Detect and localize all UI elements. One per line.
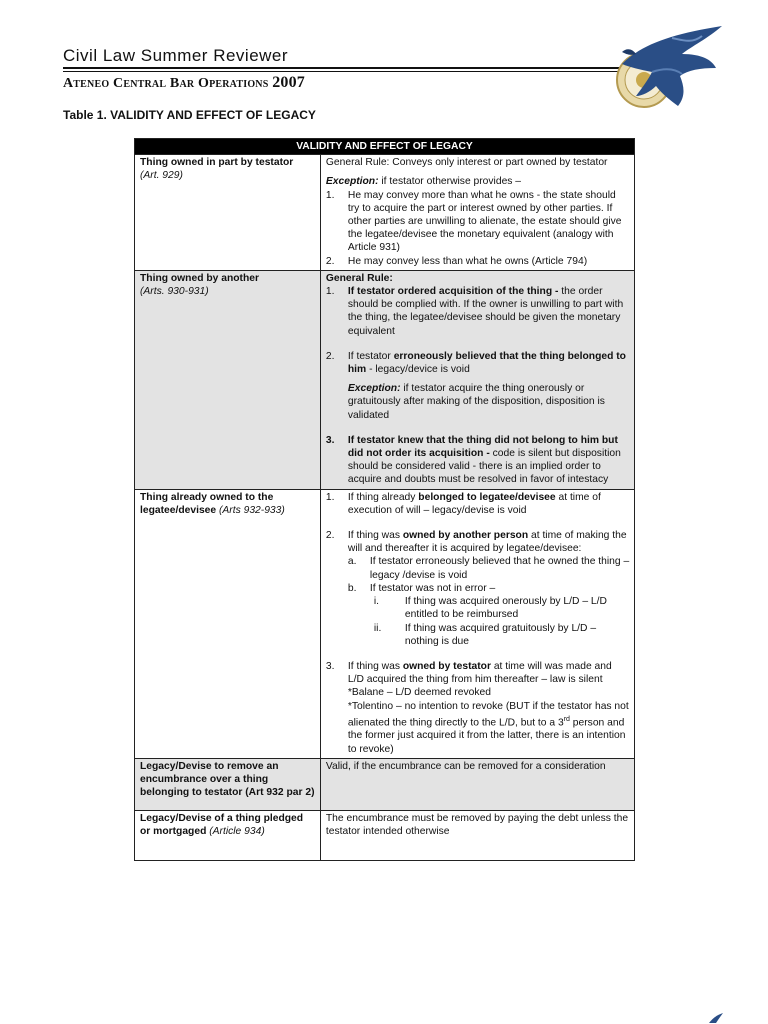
list-item: 2. If thing was owned by another person at time of making the will and thereafter it is acquired by legatee/devisee: — [325, 530, 627, 555]
row-label-cell — [135, 758, 321, 810]
row-label-cell — [135, 155, 321, 271]
list-item: 2. If testator erroneously believed that the thing belonged to him - legacy/device is void — [325, 350, 626, 376]
sub-list-item: a. If testator erroneously believed that he owned the thing – legacy /devise is void — [347, 556, 630, 581]
tolentino-note: *Tolentino – no intention to revoke (BUT if the testator has not alienated the thing directly to the L/D, but to a 3rd person and the former just acquired it from the latter, there is an intention to revoke) — [347, 700, 629, 755]
list-item: 1. If thing already belonged to legatee/devisee at time of execution of will – legacy/devise is void — [325, 491, 601, 516]
table-caption: Table 1. VALIDITY AND EFFECT OF LEGACY — [63, 108, 316, 122]
list-item: 1. He may convey more than what he owns - the state should try to acquire the part or interest owned by other parties. If other parties are unwilling to alienate, the estate should give the legatee/devisee the monetary equivalent (analogy with Article 931) — [325, 189, 622, 254]
subtitle-year: 2007 — [272, 74, 305, 91]
row-label: Legacy/Devise of a thing pledged or mortgaged (Article 934) — [140, 812, 304, 837]
subtitle-text: Ateneo Central Bar Operations — [63, 76, 269, 91]
header-rule-thick — [63, 67, 633, 69]
sub-sub-list-item: i. If thing was acquired onerously by L/D – L/D entitled to be reimbursed — [373, 596, 607, 621]
sub-sub-list-item: ii. If thing was acquired gratuitously by L/D – nothing is due — [373, 622, 597, 647]
balane-note: *Balane – L/D deemed revoked — [347, 687, 491, 699]
table-row — [135, 758, 635, 810]
row-label: Thing owned by another — [140, 272, 259, 284]
document-subtitle — [63, 74, 305, 92]
row-content-cell — [320, 489, 634, 758]
general-rule: General Rule: Conveys only interest or part owned by testator — [325, 157, 608, 169]
row-label-cell — [135, 810, 321, 860]
row-text: The encumbrance must be removed by paying the debt unless the testator intended otherwise — [325, 812, 629, 837]
exception-line: Exception: if testator otherwise provides – — [325, 176, 522, 188]
list-item: 2. He may convey less than what he owns (Article 794) — [325, 255, 588, 267]
list-item: 3. If testator knew that the thing did not belong to him but did not order its acquisition - code is silent but disposition should be considered valid - there is an implied order to acquire and doubts must be resolved in favor of intestacy — [325, 434, 621, 486]
sub-list-item: b. If testator was not in error – — [347, 582, 496, 594]
row-content-cell — [320, 810, 634, 860]
row-label: Thing owned in part by testator — [140, 157, 294, 169]
list-item: 3. If thing was owned by testator at time will was made and L/D acquired the thing from him thereafter – law is silent — [325, 660, 612, 686]
table-row — [135, 489, 635, 758]
legacy-table — [134, 138, 635, 861]
header-rule-thin — [63, 71, 633, 72]
row-label: Thing already owned to the legatee/devisee (Arts 932-933) — [140, 491, 285, 516]
list-item: 1. If testator ordered acquisition of the thing - the order should be complied with. If the owner is unwilling to part with the thing, the legatee/devisee should be given the monetary equivalent — [325, 286, 624, 337]
row-label: Legacy/Devise to remove an encumbrance over a thing belonging to testator (Art 932 par 2) — [140, 760, 315, 799]
exception-line: Exception: if testator acquire the thing onerously or gratuitously after making of the disposition, disposition is validated — [347, 383, 605, 421]
row-reference: (Art. 929) — [140, 170, 183, 182]
row-content-cell — [320, 155, 634, 271]
document-title: Civil Law Summer Reviewer — [63, 46, 289, 65]
table-row — [135, 270, 635, 489]
general-rule: General Rule: — [325, 272, 393, 284]
eagle-seal-logo — [612, 24, 728, 116]
row-content-cell — [320, 270, 634, 489]
row-label-cell — [135, 489, 321, 758]
table-row — [135, 155, 635, 271]
table-row — [135, 810, 635, 860]
row-content-cell — [320, 758, 634, 810]
corner-eagle-icon — [708, 1012, 724, 1024]
table-heading: VALIDITY AND EFFECT OF LEGACY — [135, 139, 635, 155]
row-label-cell — [135, 270, 321, 489]
row-reference: (Arts. 930-931) — [140, 286, 209, 298]
row-text: Valid, if the encumbrance can be removed for a consideration — [325, 760, 606, 772]
